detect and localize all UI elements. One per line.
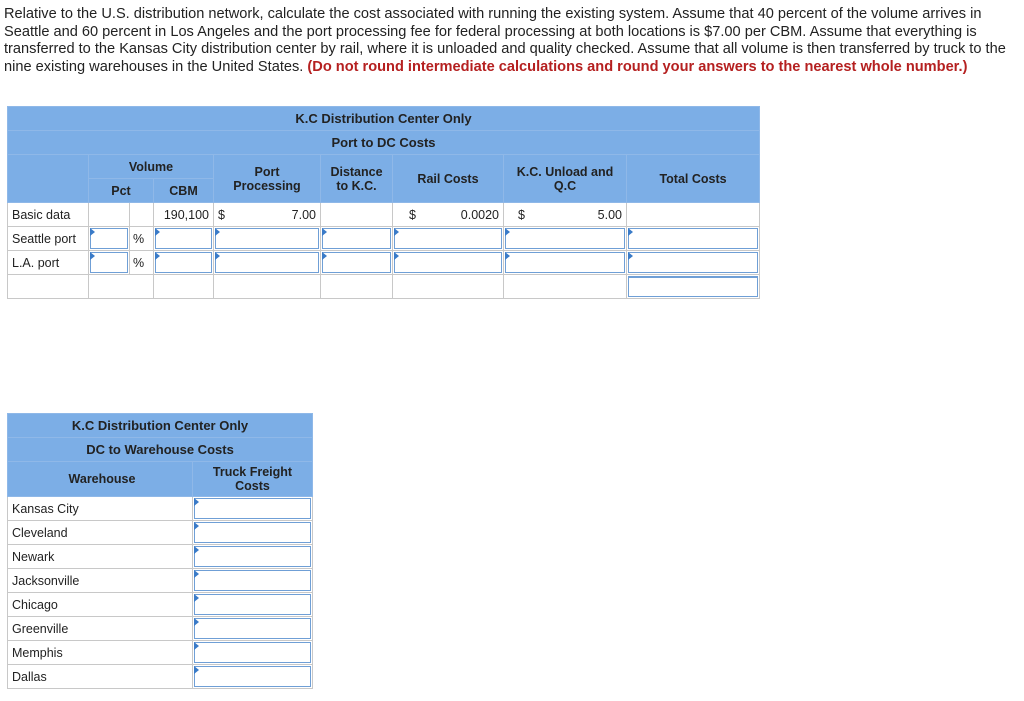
truck-freight-input[interactable] [193,569,313,593]
header-port-processing: Port Processing [214,155,321,203]
la-kc-unload-input[interactable] [504,251,627,275]
basic-cbm-value: 190,100 [154,203,214,227]
table-row-total [8,275,760,299]
la-pct-input[interactable] [89,251,130,275]
currency-symbol: $ [218,207,225,222]
warehouse-name: Greenville [8,617,193,641]
table-row [8,641,313,665]
row-label-la-port: L.A. port [8,251,89,275]
la-cbm-input[interactable] [154,251,214,275]
truck-freight-input[interactable] [193,641,313,665]
table-row-seattle-port [8,227,760,251]
warehouse-name: Cleveland [8,521,193,545]
truck-freight-input[interactable] [193,545,313,569]
seattle-cbm-input[interactable] [154,227,214,251]
prompt-text: Relative to the U.S. distribution network, calculate the cost associated with running the existing system. Assume that 40 percent of the volume arrives in Seattle and 60 percent in Los Angeles and the port processing fee for federal processing at both locations is $7.00 per CBM. Assume that everything is transferred to the Kansas City distribution center by rail, where it is unloaded and quality checked. Assume that all volume is then transferred by truck to the nine existing warehouses in the United States. [4,6,1006,75]
currency-symbol: $ [518,207,525,222]
truck-freight-input[interactable] [193,665,313,689]
table-row [8,617,313,641]
port-to-dc-table [7,106,760,299]
table1-title: K.C Distribution Center Only [8,107,760,131]
table1-subtitle: Port to DC Costs [8,131,760,155]
table-row [8,497,313,521]
seattle-pct-input[interactable] [89,227,130,251]
port-processing-value: 7.00 [291,207,316,222]
header-kc-unload: K.C. Unload and Q.C [504,155,627,203]
seattle-distance-input[interactable] [321,227,393,251]
table-row [8,521,313,545]
basic-kc-unload [504,203,627,227]
seattle-kc-unload-input[interactable] [504,227,627,251]
basic-port-processing [214,203,321,227]
grand-total-input[interactable] [627,275,760,299]
question-prompt [4,6,1014,76]
header-rail-costs: Rail Costs [393,155,504,203]
header-distance: Distance to K.C. [321,155,393,203]
warehouse-name: Memphis [8,641,193,665]
seattle-port-processing-input[interactable] [214,227,321,251]
header-total-costs: Total Costs [627,155,760,203]
table-row-la-port [8,251,760,275]
truck-freight-input[interactable] [193,497,313,521]
warehouse-name: Kansas City [8,497,193,521]
percent-sign: % [130,227,154,251]
la-port-processing-input[interactable] [214,251,321,275]
warehouse-name: Newark [8,545,193,569]
header-blank [8,155,89,203]
truck-freight-input[interactable] [193,617,313,641]
table2-title: K.C Distribution Center Only [8,414,313,438]
table-row [8,665,313,689]
row-label-basic-data: Basic data [8,203,89,227]
percent-sign: % [130,251,154,275]
header-cbm: CBM [154,179,214,203]
warehouse-name: Jacksonville [8,569,193,593]
rail-costs-value: 0.0020 [460,207,499,222]
header-pct: Pct [89,179,154,203]
truck-freight-input[interactable] [193,521,313,545]
prompt-instruction: (Do not round intermediate calculations and round your answers to the nearest whole number.) [307,58,968,75]
warehouse-name: Chicago [8,593,193,617]
currency-symbol: $ [409,207,416,222]
la-distance-input[interactable] [321,251,393,275]
table2-subtitle: DC to Warehouse Costs [8,438,313,462]
seattle-total-costs-input[interactable] [627,227,760,251]
table-row [8,569,313,593]
kc-unload-value: 5.00 [597,207,622,222]
table-row-basic-data [8,203,760,227]
la-rail-costs-input[interactable] [393,251,504,275]
dc-to-warehouse-table [7,413,313,689]
la-total-costs-input[interactable] [627,251,760,275]
basic-rail-costs [393,203,504,227]
seattle-rail-costs-input[interactable] [393,227,504,251]
header-truck-freight: Truck Freight Costs [193,462,313,497]
warehouse-name: Dallas [8,665,193,689]
table-row [8,593,313,617]
header-warehouse: Warehouse [8,462,193,497]
truck-freight-input[interactable] [193,593,313,617]
table-row [8,545,313,569]
row-label-seattle-port: Seattle port [8,227,89,251]
header-volume: Volume [89,155,214,179]
